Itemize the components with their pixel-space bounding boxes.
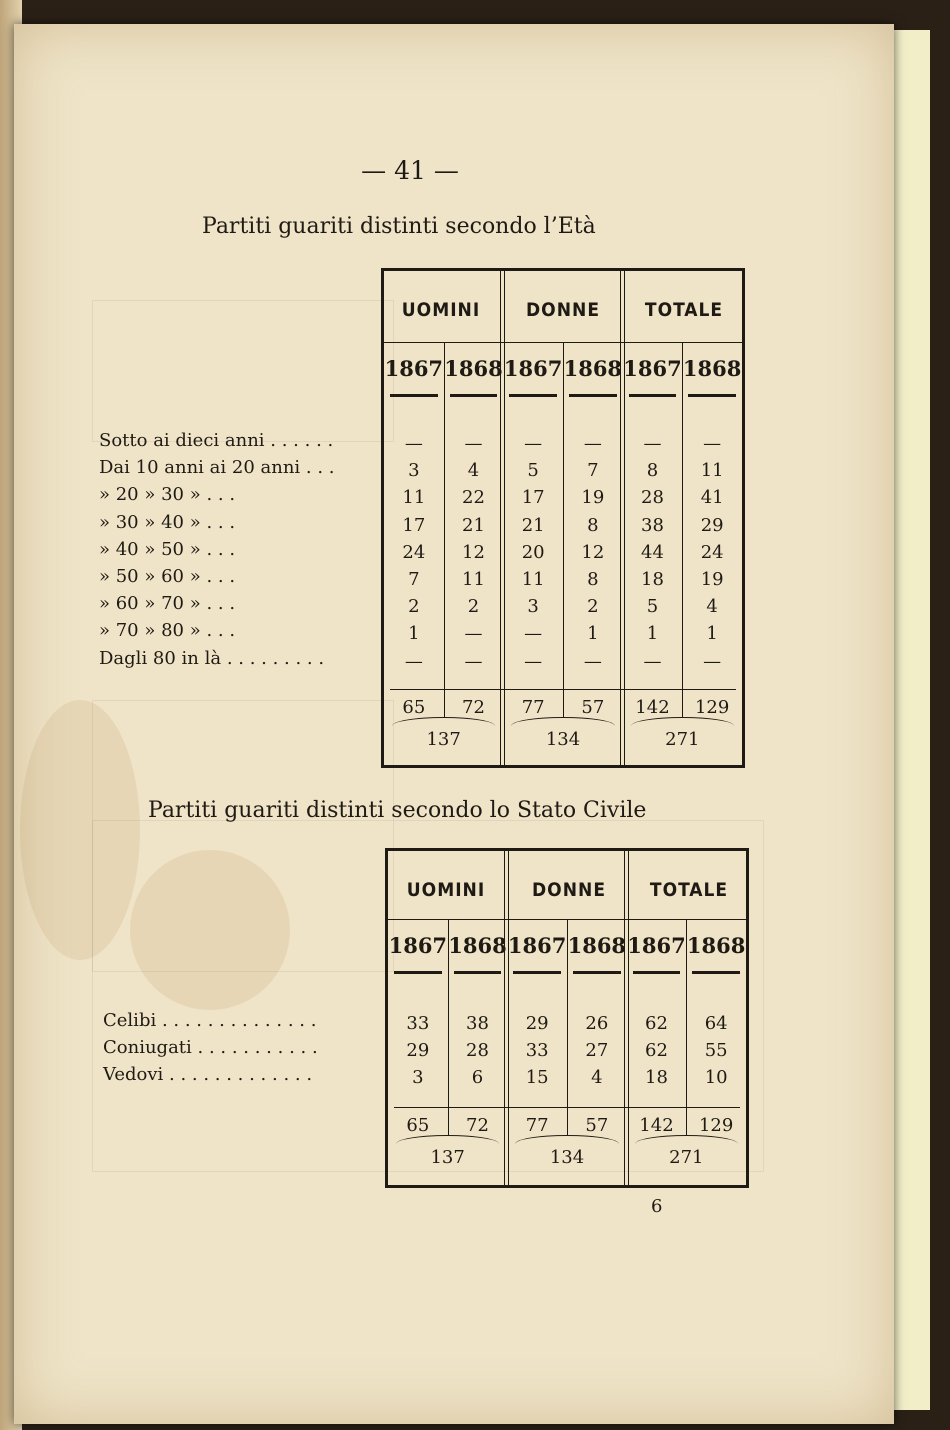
table-cell: 18 [641,569,664,590]
table-cell: 1 [706,623,718,645]
header-men: UOMINI [401,299,481,321]
table-cell: 29 [406,1040,430,1062]
table-cell: — [643,650,662,672]
table-cell: 6 [471,1067,484,1089]
table-cell: — [464,650,483,672]
table-cell: 4 [706,596,718,618]
header-total: TOTALE [649,879,729,901]
header-women: DONNE [525,299,600,321]
row-label: » 40 » 50 » . . . [99,538,236,560]
table-cell: 22 [462,487,485,509]
table-cell: 24 [700,541,724,563]
table-cell: 1 [587,623,599,645]
total-cell: 77 [521,697,545,718]
table-cell: 29 [700,514,724,536]
totals-rule [390,689,736,690]
table-cell: 8 [587,569,599,590]
grand-total-cell: 271 [669,1147,704,1168]
total-cell: 57 [581,697,605,718]
row-label: » 30 » 40 » . . . [99,511,236,533]
grand-total-cell: 134 [549,1147,585,1168]
total-cell: 65 [402,697,426,718]
header-total: TOTALE [644,299,724,321]
table-cell: 10 [704,1067,728,1089]
year-heading: 1868 [567,933,627,958]
total-cell: 142 [635,697,670,718]
table-cell: — [524,650,543,672]
year-heading: 1868 [686,933,746,958]
table-cell: 5 [646,596,659,618]
table-cell: 3 [412,1067,424,1089]
row-label: Celibi . . . . . . . . . . . . . . [103,1010,317,1031]
table-cell: — [524,623,543,645]
table-cell: 26 [585,1013,609,1034]
grand-total-brace [392,717,495,726]
table-cell: 64 [704,1013,728,1034]
table-cell: 1 [408,623,420,645]
table-cell: 8 [646,460,659,482]
page-edge [890,30,930,1410]
year-underline [390,394,438,397]
table-cell: 28 [466,1040,489,1062]
table-cell: 55 [704,1040,728,1062]
total-cell: 77 [525,1115,549,1136]
total-cell: 57 [585,1115,609,1136]
total-cell: 129 [698,1115,734,1136]
table-cell: — [703,433,722,454]
table-cell: 21 [521,514,545,536]
table-cell: 7 [587,460,599,482]
table-cell: 4 [467,460,480,482]
table-cell: — [404,650,423,672]
table-cell: 1 [646,623,659,645]
table-cell: 4 [591,1067,603,1089]
row-label: Dai 10 anni ai 20 anni . . . [99,457,335,479]
table-cell: 12 [581,541,605,563]
table-cell: 2 [408,596,420,618]
row-label: Vedovi . . . . . . . . . . . . . [103,1064,313,1086]
table-cell: 3 [527,596,539,618]
grand-total-cell: 134 [545,729,581,750]
table-cell: 62 [645,1013,668,1034]
table-cell: 38 [641,514,664,536]
table-cell: 62 [645,1040,668,1062]
row-label: » 50 » 60 » . . . [99,566,236,587]
year-underline [573,971,621,974]
table-cell: 17 [402,514,426,536]
table-cell: 44 [641,541,664,563]
row-label: Sotto ai dieci anni . . . . . . [99,430,334,451]
table-cell: 19 [700,569,724,590]
year-heading: 1867 [623,356,682,381]
year-heading: 1868 [563,356,623,381]
table-cell: — [464,623,483,645]
year-underline [394,971,442,974]
table-cell: 3 [408,460,420,482]
year-heading: 1868 [682,356,742,381]
year-heading: 1867 [507,933,567,958]
table-cell: 15 [525,1067,549,1089]
table-cell: 38 [466,1013,489,1034]
year-heading: 1867 [388,933,448,958]
row-label: Coniugati . . . . . . . . . . . [103,1037,318,1059]
year-underline [450,394,498,397]
table-cell: 41 [700,487,724,509]
grand-total-brace [515,1135,618,1144]
table-cell: 11 [521,569,545,590]
table-cell: 2 [467,596,480,618]
year-underline [629,394,677,397]
table-cell: 20 [521,541,545,563]
table-cell: 33 [525,1040,549,1062]
table-cell: — [703,650,722,672]
table-cell: 19 [581,487,605,509]
table-cell: 7 [408,569,420,590]
totals-rule [394,1107,740,1108]
table-cell: 28 [641,487,664,509]
table-cell: 29 [525,1013,549,1034]
year-underline [633,971,681,974]
table-cell: — [583,433,602,454]
table-cell: — [524,433,543,454]
grand-total-brace [396,1135,499,1144]
table-cell: 11 [402,487,426,509]
table-cell: 24 [402,541,426,563]
total-cell: 65 [406,1115,430,1136]
table-cell: 2 [587,596,599,618]
header-women: DONNE [531,879,606,901]
row-label: » 70 » 80 » . . . [99,620,236,642]
table-cell: 12 [462,541,485,563]
signature-mark: 6 [651,1196,663,1217]
grand-total-cell: 137 [426,729,461,750]
total-cell: 72 [462,697,485,718]
total-cell: 72 [466,1115,489,1136]
grand-total-brace [511,717,614,726]
table-cell: 33 [406,1013,430,1034]
table-cell: 18 [645,1067,668,1089]
table-cell: 8 [587,514,599,536]
row-label: Dagli 80 in là . . . . . . . . . [99,647,325,669]
grand-total-brace [635,1135,738,1144]
table-cell: 17 [521,487,545,509]
page-number: — 41 — [361,156,459,185]
civil-table-title: Partiti guariti distinti secondo lo Stato Civile [148,798,647,823]
grand-total-cell: 271 [665,729,700,750]
civil-table [385,848,749,1188]
header-men: UOMINI [406,879,486,901]
year-heading: 1867 [384,356,444,381]
grand-total-brace [631,717,734,726]
row-label: » 60 » 70 » . . . [99,593,236,615]
total-cell: 142 [639,1115,674,1136]
year-underline [692,971,740,974]
year-heading: 1867 [627,933,686,958]
year-underline [454,971,502,974]
show-through-ghost [92,300,394,442]
table-cell: 11 [700,460,724,482]
age-table [381,268,745,768]
year-heading: 1867 [503,356,563,381]
table-cell: — [404,433,423,454]
table-cell: 27 [585,1040,609,1062]
year-underline [569,394,617,397]
table-cell: — [583,650,602,672]
row-label: » 20 » 30 » . . . [99,484,236,506]
year-underline [688,394,736,397]
table-cell: — [464,433,483,454]
year-underline [509,394,557,397]
year-heading: 1868 [444,356,503,381]
age-table-title: Partiti guariti distinti secondo l’Età [202,214,596,239]
year-underline [513,971,561,974]
year-heading: 1868 [448,933,507,958]
grand-total-cell: 137 [430,1147,465,1168]
total-cell: 129 [694,697,730,718]
table-cell: — [643,433,662,454]
table-cell: 11 [462,569,485,590]
table-cell: 5 [527,460,539,482]
table-cell: 21 [462,514,485,536]
